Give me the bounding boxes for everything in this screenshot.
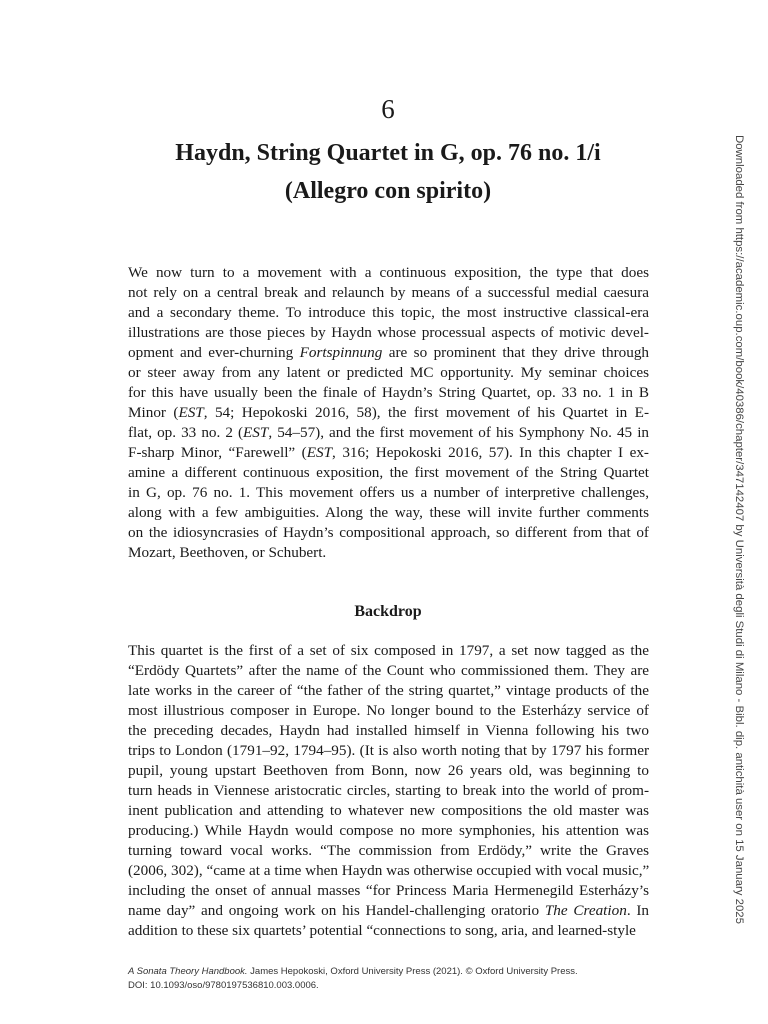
text-run: flat, op. 33 no. 2 ( (128, 424, 244, 441)
text-line (128, 821, 649, 841)
download-watermark-text: Downloaded from https://academic.oup.com/book/40386/chapter/347142407 by Università degli Studi di Milano - Bibl. dip. antichità user on 15 January 2025 (733, 135, 745, 924)
text-line (128, 263, 649, 283)
intro-paragraph (128, 263, 649, 563)
text-run: most illustrious composer in Europe. No longer bound to the Esterházy service of (128, 702, 649, 719)
footer-doi: DOI: 10.1093/oso/9780197536810.003.0006. (128, 980, 319, 991)
text-run: , 316; Hepokoski 2016, 57). In this chapter I ex- (332, 444, 649, 461)
chapter-title (0, 134, 768, 210)
text-line (128, 383, 649, 403)
text-line (128, 801, 649, 821)
chapter-title-line-1: Haydn, String Quartet in G, op. 76 no. 1/i (175, 140, 601, 166)
text-line (128, 543, 649, 563)
text-line (128, 323, 649, 343)
text-line (128, 503, 649, 523)
text-run: on the idiosyncrasies of Haydn’s compositional approach, so different from that of (128, 524, 649, 541)
text-line (128, 283, 649, 303)
text-run: (2006, 302), “came at a time when Haydn was otherwise occupied with vocal music,” (128, 862, 649, 879)
text-run: for this have usually been the finale of Haydn’s String Quartet, op. 33 no. 1 in B (128, 384, 649, 401)
text-run: and a secondary theme. To introduce this topic, the most instructive classical-era (128, 304, 649, 321)
text-run: F-sharp Minor, “Farewell” ( (128, 444, 307, 461)
text-run: addition to these six quartets’ potential “connections to song, aria, and learned-style (128, 922, 636, 939)
text-run: turning toward vocal works. “The commission from Erdödy,” write the Graves (128, 842, 649, 859)
text-run: along with a few ambiguities. Along the way, these will invite further comments (128, 504, 649, 521)
download-watermark (732, 135, 746, 925)
text-line (128, 363, 649, 383)
footer-citation-line (128, 965, 688, 979)
text-run: not rely on a central break and relaunch by means of a successful medial caesura (128, 284, 649, 301)
text-line (128, 343, 649, 363)
text-run: opment and ever-churning (128, 344, 300, 361)
text-line (128, 761, 649, 781)
italic-text: EST (178, 404, 204, 421)
text-line (128, 721, 649, 741)
text-line (128, 901, 649, 921)
text-run: illustrations are those pieces by Haydn whose processual aspects of motivic devel- (128, 324, 649, 341)
backdrop-paragraph (128, 641, 649, 941)
text-run: including the onset of annual masses “for Princess Maria Hermenegild Esterházy’s (128, 882, 649, 899)
text-run: We now turn to a movement with a continuous exposition, the type that does (128, 264, 649, 281)
text-line (128, 443, 649, 463)
text-run: inent publication and attending to whatever new compositions the old master was (128, 802, 649, 819)
text-line (128, 861, 649, 881)
text-run: amine a different continuous exposition, the first movement of the String Quartet (128, 464, 649, 481)
text-line (128, 921, 649, 941)
text-line (128, 781, 649, 801)
text-line (128, 741, 649, 761)
section-heading: Backdrop (354, 603, 422, 620)
text-run: , 54; Hepokoski 2016, 58), the first movement of his Quartet in E- (203, 404, 649, 421)
text-run: . In (626, 902, 649, 919)
text-run: turn heads in Viennese aristocratic circles, starting to break into the world of prom- (128, 782, 649, 799)
italic-text: The Creation (544, 902, 627, 919)
text-run: Minor ( (128, 404, 179, 421)
text-line (128, 841, 649, 861)
text-line (128, 463, 649, 483)
page-footer (128, 965, 688, 993)
chapter-title-line-2: (Allegro con spirito) (284, 178, 492, 204)
text-line (128, 303, 649, 323)
footer-citation: James Hepokoski, Oxford University Press (2021). © Oxford University Press. (247, 966, 578, 977)
text-line (128, 641, 649, 661)
text-run: the preceding decades, Haydn had installed himself in Vienna following his two (128, 722, 649, 739)
text-run: producing.) While Haydn would compose no more symphonies, his attention was (128, 822, 649, 839)
text-run: “Erdödy Quartets” after the name of the Count who commissioned them. They are (128, 662, 649, 679)
text-run: pupil, young upstart Beethoven from Bonn, now 26 years old, was beginning to (128, 762, 649, 779)
text-run: are so prominent that they drive through (382, 344, 649, 361)
text-run: in G, op. 76 no. 1. This movement offers us a number of interpretive challenges, (128, 484, 649, 501)
text-run: This quartet is the first of a set of six composed in 1797, a set now tagged as the (128, 642, 649, 659)
italic-text: EST (243, 424, 269, 441)
text-run: or steer away from any latent or predicted MC opportunity. My seminar choices (128, 364, 649, 381)
chapter-number: 6 (381, 94, 395, 124)
italic-text: EST (306, 444, 333, 461)
italic-text: Fortspinnung (299, 344, 383, 361)
text-line (128, 881, 649, 901)
text-run: trips to London (1791–92, 1794–95). (It is also worth noting that by 1797 his former (128, 742, 649, 759)
text-line (128, 523, 649, 543)
text-line (128, 701, 649, 721)
text-run: , 54–57), and the first movement of his Symphony No. 45 in (268, 424, 649, 441)
text-run: name day” and ongoing work on his Handel-challenging oratorio (128, 902, 545, 919)
text-line (128, 403, 649, 423)
text-line (128, 483, 649, 503)
text-line (128, 661, 649, 681)
footer-book-title: A Sonata Theory Handbook. (128, 966, 248, 977)
text-line (128, 681, 649, 701)
text-line (128, 423, 649, 443)
text-run: Mozart, Beethoven, or Schubert. (128, 544, 327, 561)
text-run: late works in the career of “the father of the string quartet,” vintage products of the (128, 682, 649, 699)
